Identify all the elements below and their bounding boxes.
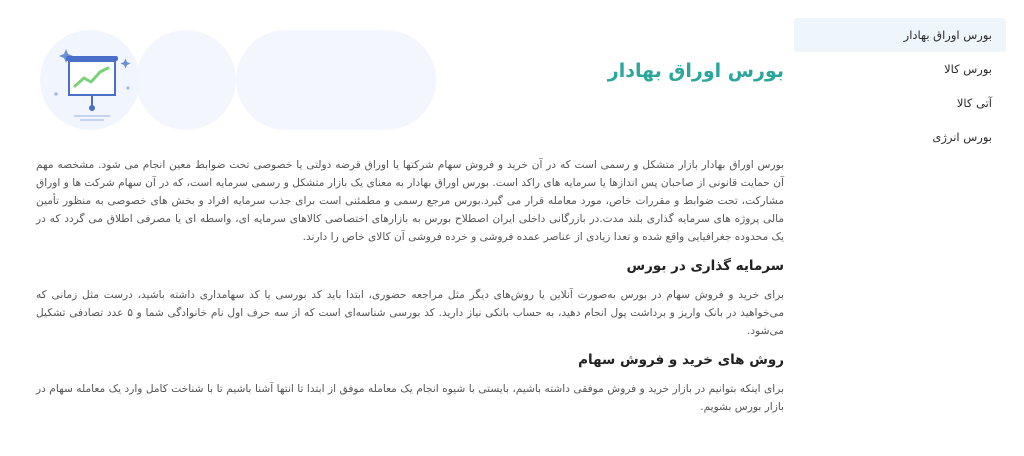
intro-paragraph: بورس اوراق بهادار بازار متشکل و رسمی است که در آن خرید و فروش سهام شرکتها یا اوراق قرضه دولتی یا خصوصی تحت ضوابط معین انجام می شود. مشخصه مهم آن حمایت قانونی از صاحبان پس اندازها یا سرمایه های راکد است. بورس اوراق بهادار به معنای یک بازار متشکل و رسمی سرمایه است، که در آن سهام شرکت ها و اوراق مشارکت، تحت ضوابط و مقررات خاص، مورد معامله قرار می گیرد.بورس مرجع رسمی و مطمئنی است برای جذب سرمایه افراد و بخش های خصوصی به منظور تأمین مالی پروژه های سرمایه گذاری بلند مدت.در بازرگانی داخلی ایران اصطلاح بورس به بازارهای اختصاصی کالاهای سرمایه ای، واسطه ای یا مصرفی اطلاق می گردد که در یک محدوده جغرافیایی واقع شده و تعدا زیادی از عناصر عمده فروشی و خرده فروشی آن کالای خاص را دارند. [36, 159, 784, 243]
sidebar-nav [794, 18, 1006, 154]
hero-decor-pill [236, 30, 436, 130]
section-heading-trading-methods: روش های خرید و فروش سهام [578, 352, 784, 368]
presentation-chart-icon [42, 32, 138, 128]
section-body-trading-methods: برای اینکه بتوانیم در بازار خرید و فروش موفقی داشته باشیم، بایستی با شیوه انجام یک معامله موفق از ابتدا تا انتها آشنا باشیم تا با شناخت کامل وارد یک معامله سهام در بازار بورس بشویم. [36, 383, 784, 413]
hero-banner [36, 30, 784, 134]
sidebar-item-securities-exchange[interactable]: بورس اوراق بهادار [794, 18, 1006, 52]
page-title: بورس اوراق بهادار [607, 60, 784, 82]
section-body-investment: برای خرید و فروش سهام در بورس به‌صورت آنلاین یا روش‌های دیگر مثل مراجعه حضوری، ابتدا باید کد بورسی یا کد سهامداری داشته باشید، درست مثل زمانی که می‌خواهید در بانک واریز و برداشت پول انجام دهید، به حساب بانکی نیاز دارید. کد بورسی شناسه‌ای است که از سه حرف اول نام خانوادگی شما و ۵ عدد تصادفی تشکیل می‌شود. [36, 289, 784, 337]
sidebar-item-commodity-exchange[interactable]: بورس کالا [944, 62, 992, 76]
hero-decor-circle [136, 30, 236, 130]
sidebar-item-energy-exchange[interactable]: بورس انرژی [932, 130, 992, 144]
section-heading-investment: سرمایه گذاری در بورس [626, 258, 784, 274]
main-content [36, 30, 784, 416]
sidebar-item-commodity-futures[interactable]: آتی کالا [956, 96, 992, 110]
